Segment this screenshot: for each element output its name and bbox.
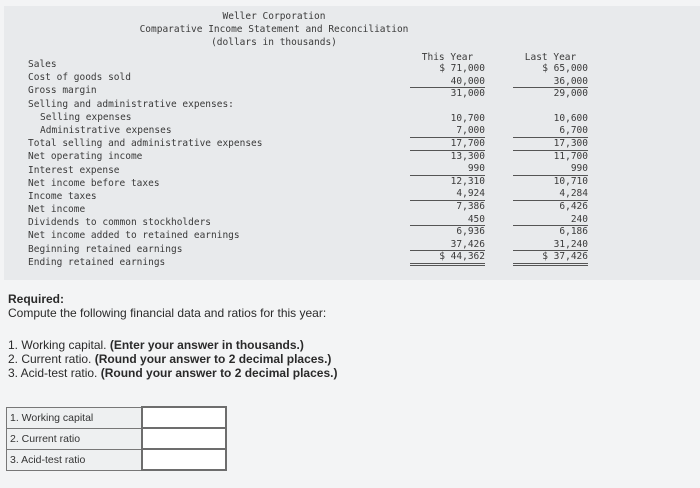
answer-row [7,449,227,470]
cell-value: 990 [513,163,588,176]
this-year-column [410,52,485,266]
row-label: Cost of goods sold [28,72,131,84]
cell-value: 11,700 [553,150,588,162]
answer-label: 1. Working capital [7,407,143,428]
cell-value: 990 [410,163,485,176]
question-note: (Round your answer to 2 decimal places.) [94,352,332,366]
statement-title: Comparative Income Statement and Reconciliation [139,24,409,35]
company-name: Weller Corporation [222,11,326,22]
cell-value: 4,924 [410,188,485,201]
row-label: Dividends to common stockholders [28,217,212,229]
row-label: Beginning retained earnings [28,243,183,255]
question-2 [8,352,688,366]
statement-header [4,10,544,49]
row-label: Administrative expenses [40,124,172,136]
row-label: Net income [28,204,86,216]
row-label: Total selling and administrative expenses [28,138,263,150]
row-label: Income taxes [28,190,97,202]
column-header-last-year: Last Year [524,52,577,63]
cell-value: 12,310 [450,175,485,187]
cell-value: 4,284 [513,188,588,201]
required-section [8,292,688,380]
cell-value: 6,426 [559,200,588,212]
cell-value: 7,000 [410,125,485,138]
cell-value: $ 37,426 [513,251,588,266]
answer-cell[interactable] [142,449,226,470]
cell-value: $ 71,000 [439,63,485,74]
acid-test-ratio-input[interactable] [143,450,225,469]
cell-value: $ 44,362 [410,251,485,266]
answer-label: 2. Current ratio [7,428,143,449]
row-label: Selling and administrative expenses: [28,98,234,110]
cell-value: 40,000 [410,76,485,89]
row-label: Selling expenses [40,111,132,123]
cell-value: 10,710 [553,175,588,187]
cell-value: 37,426 [410,239,485,252]
cell-value: $ 65,000 [542,63,588,74]
cell-value: 10,700 [450,112,485,124]
cell-value: 17,300 [513,138,588,151]
answer-cell[interactable] [142,407,226,428]
cell-value: 36,000 [513,76,588,89]
last-year-column [513,52,588,266]
question-list [8,338,688,380]
row-label: Net income added to retained earnings [28,230,240,242]
cell-value: 17,700 [410,138,485,151]
required-title: Required: [8,292,65,306]
answer-cell[interactable] [142,428,226,449]
working-capital-input[interactable] [143,408,225,427]
column-header-this-year: This Year [421,52,474,63]
question-text: 2. Current ratio. [8,352,95,366]
cell-value: 6,936 [456,226,485,238]
answer-label: 3. Acid-test ratio [7,449,143,470]
row-label: Gross margin [28,85,97,97]
required-intro: Compute the following financial data and ratios for this year: [8,306,327,320]
cell-value: 6,186 [559,226,588,238]
question-text: 1. Working capital. [8,338,110,352]
answer-row [7,428,227,449]
cell-value: 240 [513,214,588,227]
answer-table [6,406,227,471]
income-statement [4,6,700,280]
cell-value: 13,300 [450,150,485,162]
cell-value: 31,000 [450,88,485,100]
answer-row [7,407,227,428]
row-label: Interest expense [28,164,120,176]
question-note: (Round your answer to 2 decimal places.) [100,366,338,380]
cell-value: 10,600 [553,112,588,124]
question-1 [8,338,688,352]
cell-value: 6,700 [513,125,588,138]
row-label: Net income before taxes [28,177,160,189]
question-note: (Enter your answer in thousands.) [109,338,304,352]
question-text: 3. Acid-test ratio. [8,366,101,380]
current-ratio-input[interactable] [143,429,225,448]
cell-value: 31,240 [513,239,588,252]
row-label: Ending retained earnings [28,256,166,268]
cell-value: 450 [410,214,485,227]
cell-value [513,101,588,113]
row-labels [28,58,263,269]
question-3 [8,366,688,380]
cell-value [410,101,485,113]
row-label: Sales [28,59,57,70]
cell-value: 29,000 [553,88,588,100]
units-note: (dollars in thousands) [211,37,337,48]
cell-value: 7,386 [456,200,485,212]
row-label: Net operating income [28,151,143,163]
